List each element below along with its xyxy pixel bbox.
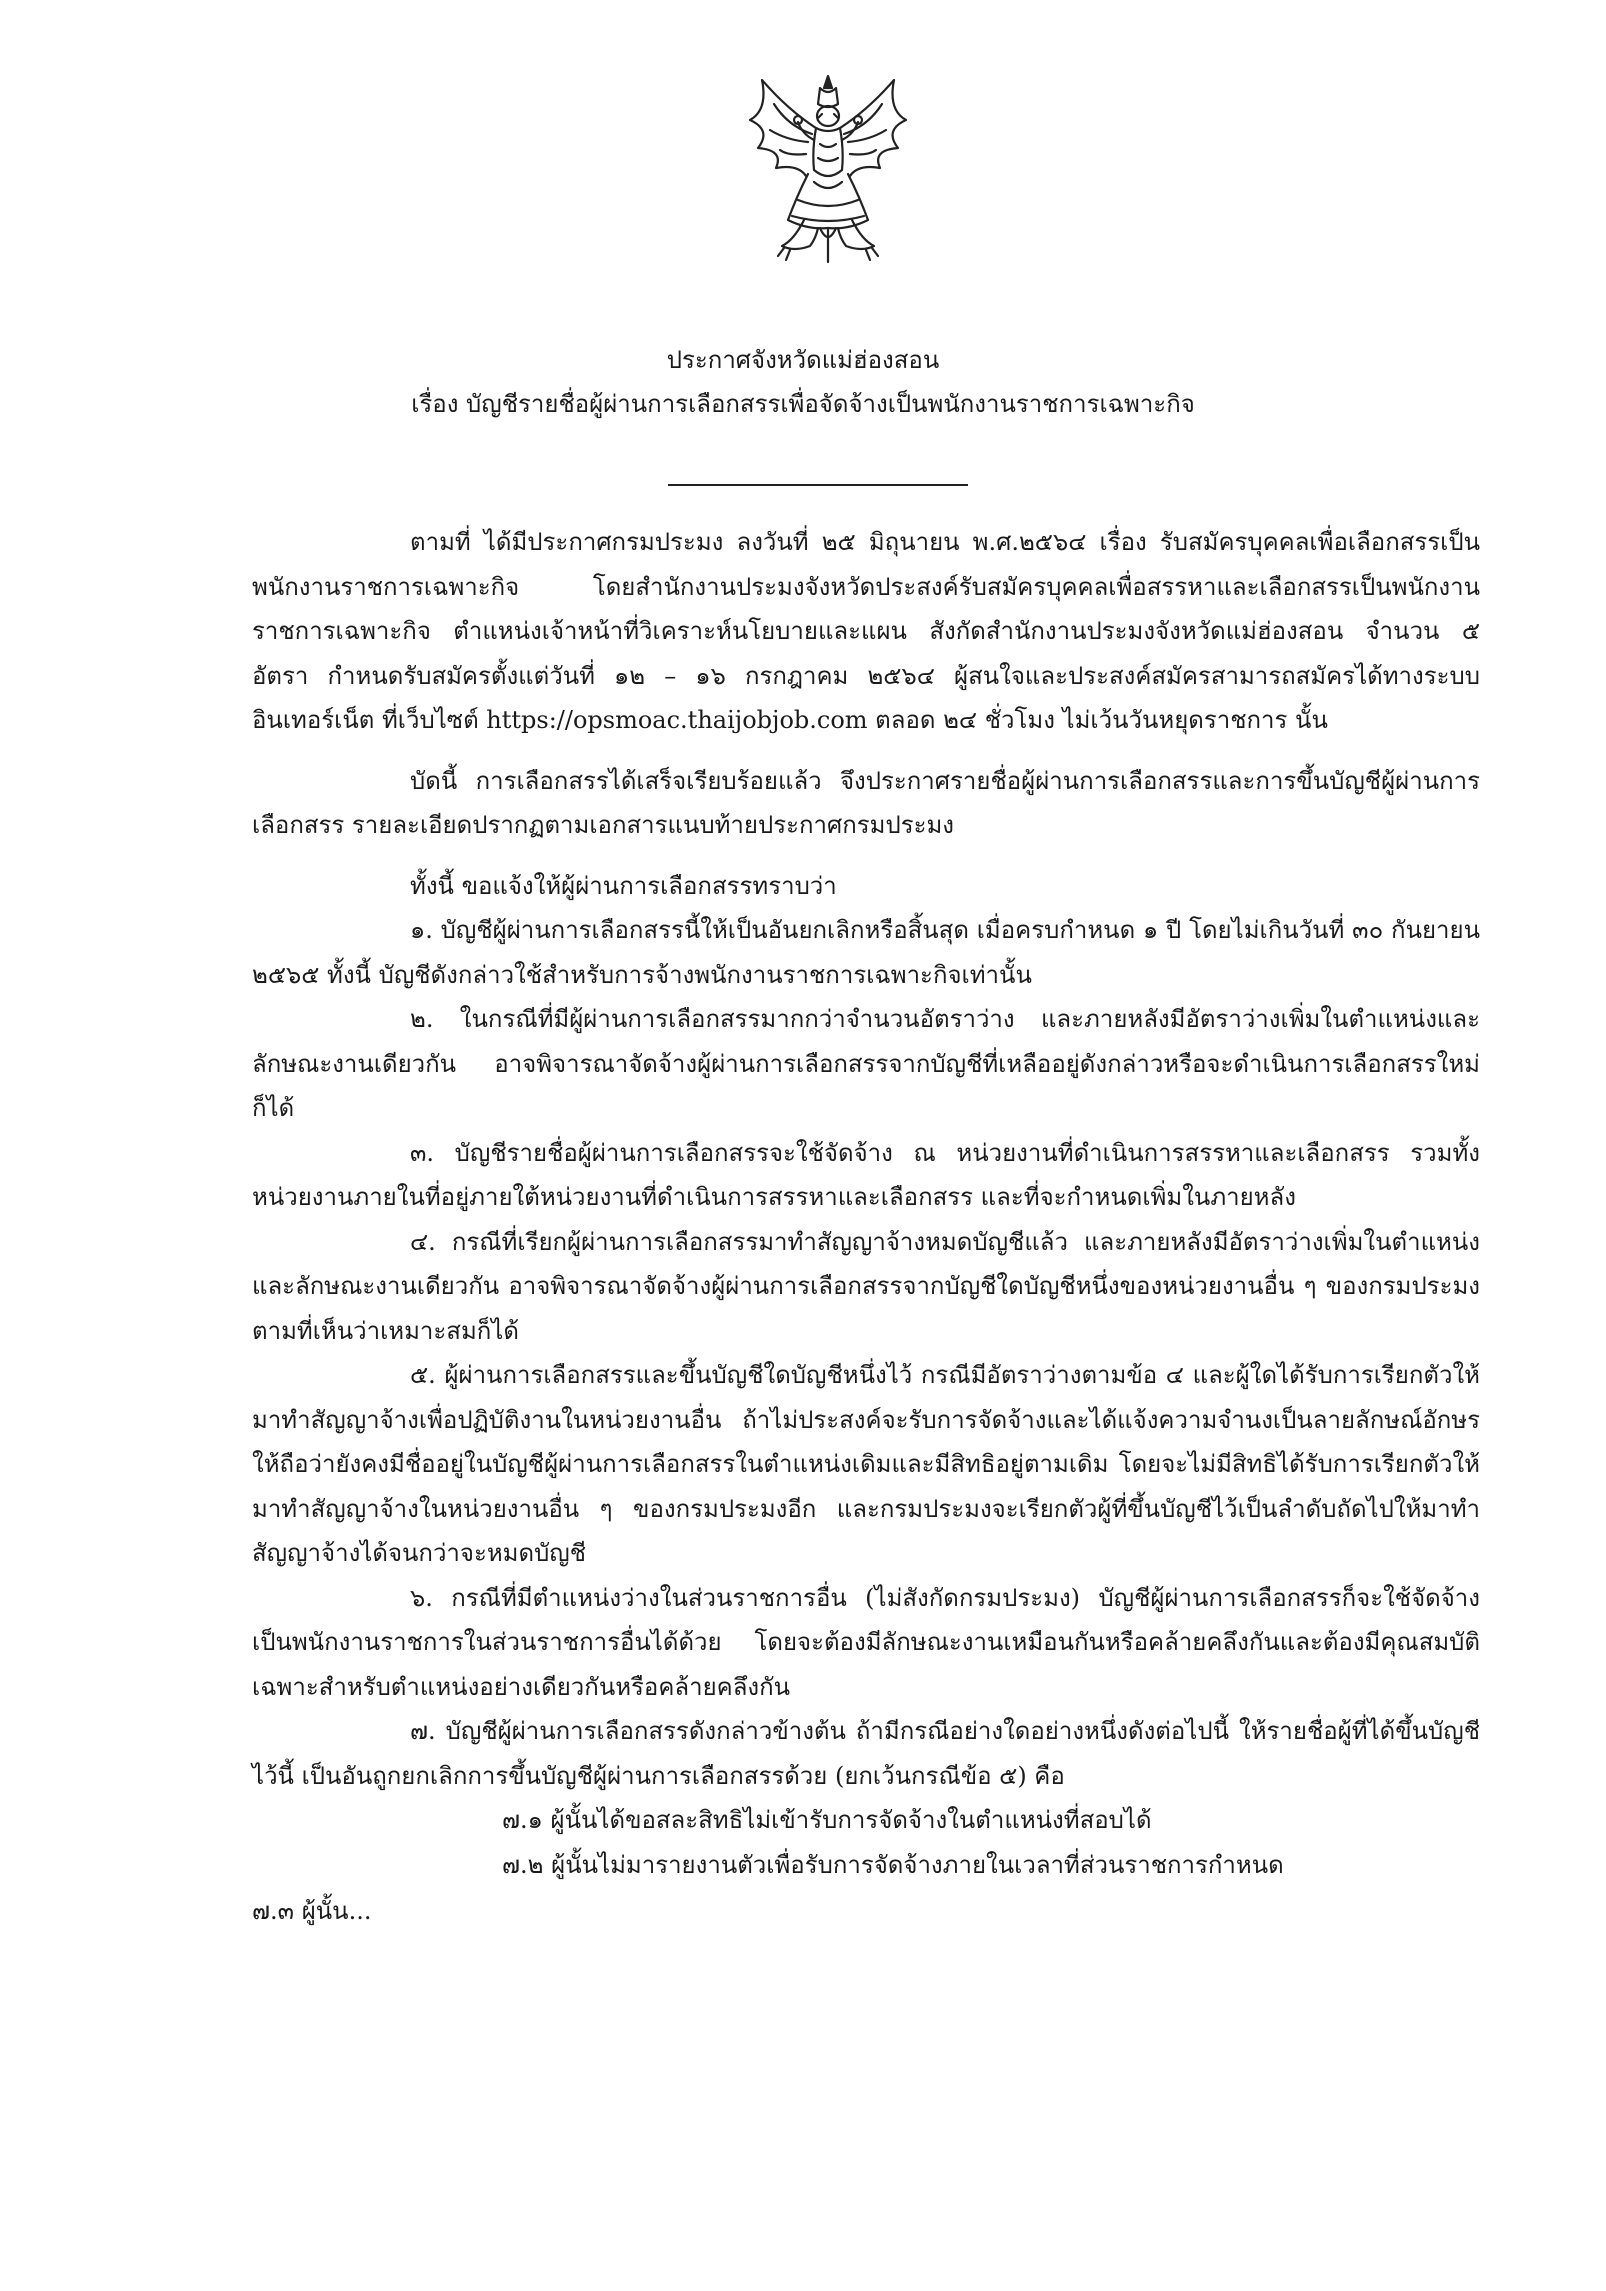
clause-2: ๒. ในกรณีที่มีผู้ผ่านการเลือกสรรมากกว่าจำนวนอัตราว่าง และภายหลังมีอัตราว่างเพิ่มในตำแหน่งและลักษณะงานเดียวกัน อาจพิจารณาจัดจ้างผู้ผ่านการเลือกสรรจากบัญชีที่เหลืออยู่ดังกล่าวหรือจะดำเนินการเลือกสรรใหม่ก็ได้: [252, 1005, 1480, 1122]
document-body: [252, 520, 1480, 1934]
title-divider: [668, 484, 968, 486]
continuation-marker: ๗.๓ ผู้นั้น...: [252, 1897, 372, 1925]
document-subject: เรื่อง บัญชีรายชื่อผู้ผ่านการเลือกสรรเพื่อจัดจ้างเป็นพนักงานราชการเฉพาะกิจ: [411, 390, 1195, 418]
paragraph-notice: ทั้งนี้ ขอแจ้งให้ผู้ผ่านการเลือกสรรทราบว่า: [410, 871, 837, 900]
clause-6: ๖. กรณีที่มีตำแหน่งว่างในส่วนราชการอื่น (ไม่สังกัดกรมประมง) บัญชีผู้ผ่านการเลือกสรรก็จะใช้จัดจ้างเป็นพนักงานราชการในส่วนราชการอื่นได้ด้วย โดยจะต้องมีลักษณะงานเหมือนกันหรือคล้ายคลึงกันและต้องมีคุณสมบัติเฉพาะสำหรับตำแหน่งอย่างเดียวกันหรือคล้ายคลึงกัน: [252, 1583, 1480, 1701]
clause-5: ๕. ผู้ผ่านการเลือกสรรและขึ้นบัญชีใดบัญชีหนึ่งไว้ กรณีมีอัตราว่างตามข้อ ๔ และผู้ใดได้รับการเรียกตัวให้มาทำสัญญาจ้างเพื่อปฏิบัติงานในหน่วยงานอื่น ถ้าไม่ประสงค์จะรับการจัดจ้างและได้แจ้งความจำนงเป็นลายลักษณ์อักษร ให้ถือว่ายังคงมีชื่ออยู่ในบัญชีผู้ผ่านการเลือกสรรในตำแหน่งเดิมและมีสิทธิอยู่ตามเดิม โดยจะไม่มีสิทธิได้รับการเรียกตัวให้มาทำสัญญาจ้างในหน่วยงานอื่น ๆ ของกรมประมงอีก และกรมประมงจะเรียกตัวผู้ที่ขึ้นบัญชีไว้เป็นลำดับถัดไปให้มาทำสัญญาจ้างได้จนกว่าจะหมดบัญชี: [252, 1361, 1480, 1567]
clause-7-1: ๗.๑ ผู้นั้นได้ขอสละสิทธิไม่เข้ารับการจัดจ้างในตำแหน่งที่สอบได้: [502, 1806, 1152, 1834]
clause-1: ๑. บัญชีผู้ผ่านการเลือกสรรนี้ให้เป็นอันยกเลิกหรือสิ้นสุด เมื่อครบกำหนด ๑ ปี โดยไม่เกินวันที่ ๓๐ กันยายน ๒๕๖๕ ทั้งนี้ บัญชีดังกล่าวใช้สำหรับการจ้างพนักงานราชการเฉพาะกิจเท่านั้น: [252, 916, 1480, 989]
clause-7: ๗. บัญชีผู้ผ่านการเลือกสรรดังกล่าวข้างต้น ถ้ามีกรณีอย่างใดอย่างหนึ่งดังต่อไปนี้ ให้รายชื่อผู้ที่ได้ขึ้นบัญชีไว้นี้ เป็นอันถูกยกเลิกการขึ้นบัญชีผู้ผ่านการเลือกสรรด้วย (ยกเว้นกรณีข้อ ๕) คือ: [252, 1717, 1480, 1790]
clause-7-2: ๗.๒ ผู้นั้นไม่มารายงานตัวเพื่อรับการจัดจ้างภายในเวลาที่ส่วนราชการกำหนด: [502, 1850, 1284, 1879]
document-title: ประกาศจังหวัดแม่ฮ่องสอน: [666, 346, 940, 374]
garuda-emblem-icon: [728, 70, 928, 270]
paragraph-announcement: บัดนี้ การเลือกสรรได้เสร็จเรียบร้อยแล้ว จึงประกาศรายชื่อผู้ผ่านการเลือกสรรและการขึ้นบัญชีผู้ผ่านการเลือกสรร รายละเอียดปรากฏตามเอกสารแนบท้ายประกาศกรมประมง: [252, 766, 1480, 839]
clause-4: ๔. กรณีที่เรียกผู้ผ่านการเลือกสรรมาทำสัญญาจ้างหมดบัญชีแล้ว และภายหลังมีอัตราว่างเพิ่มในตำแหน่งและลักษณะงานเดียวกัน อาจพิจารณาจัดจ้างผู้ผ่านการเลือกสรรจากบัญชีใดบัญชีหนึ่งของหน่วยงานอื่น ๆ ของกรมประมง ตามที่เห็นว่าเหมาะสมก็ได้: [252, 1227, 1480, 1345]
clause-3: ๓. บัญชีรายชื่อผู้ผ่านการเลือกสรรจะใช้จัดจ้าง ณ หน่วยงานที่ดำเนินการสรรหาและเลือกสรร รวมทั้งหน่วยงานภายในที่อยู่ภายใต้หน่วยงานที่ดำเนินการสรรหาและเลือกสรร และที่จะกำหนดเพิ่มในภายหลัง: [252, 1138, 1480, 1211]
paragraph-intro: ตามที่ ได้มีประกาศกรมประมง ลงวันที่ ๒๕ มิถุนายน พ.ศ.๒๕๖๔ เรื่อง รับสมัครบุคคลเพื่อเลือกสรรเป็นพนักงานราชการเฉพาะกิจ โดยสำนักงานประมงจังหวัดประสงค์รับสมัครบุคคลเพื่อสรรหาและเลือกสรรเป็นพนักงานราชการเฉพาะกิจ ตำแหน่งเจ้าหน้าที่วิเคราะห์นโยบายและแผน สังกัดสำนักงานประมงจังหวัดแม่ฮ่องสอน จำนวน ๕ อัตรา กำหนดรับสมัครตั้งแต่วันที่ ๑๒ – ๑๖ กรกฎาคม ๒๕๖๔ ผู้สนใจและประสงค์สมัครสามารถสมัครได้ทางระบบอินเทอร์เน็ต ที่เว็บไซต์ https://opsmoac.thaijobjob.com ตลอด ๒๔ ชั่วโมง ไม่เว้นวันหยุดราชการ นั้น: [252, 528, 1481, 734]
